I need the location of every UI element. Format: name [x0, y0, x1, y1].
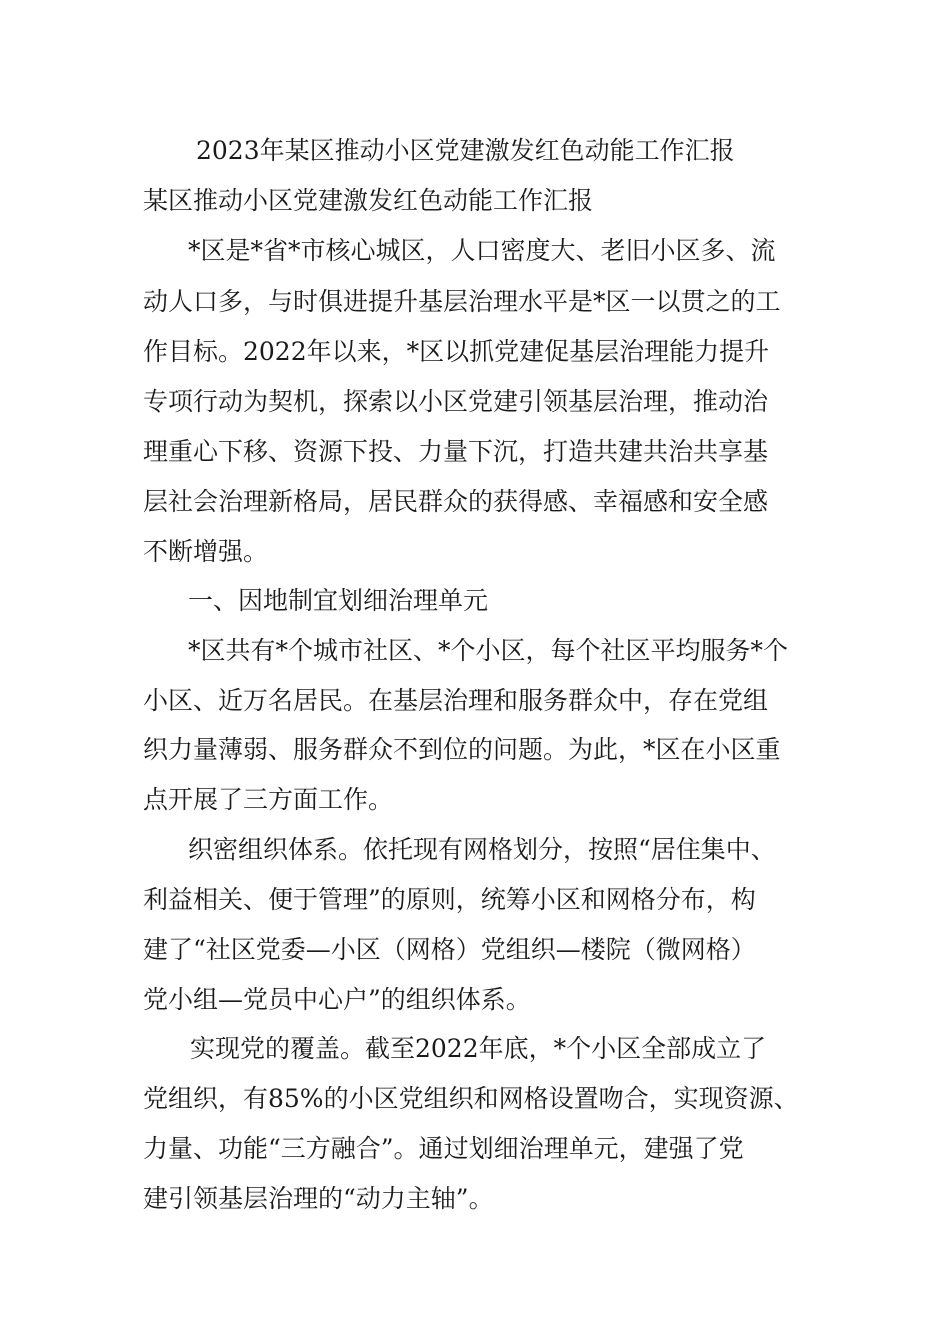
paragraph-line: 建了“社区党委—小区（网格）党组织—楼院（微网格）	[143, 935, 756, 964]
paragraph-line: 动人口多，与时俱进提升基层治理水平是*区一以贯之的工	[143, 287, 781, 316]
paragraph-line: 专项行动为契机，探索以小区党建引领基层治理，推动治	[143, 387, 769, 416]
paragraph-line: 力量、功能“三方融合”。通过划细治理单元，建强了党	[143, 1134, 744, 1163]
document-subtitle: 某区推动小区党建激发红色动能工作汇报	[143, 186, 594, 215]
paragraph-line: 作目标。2022年以来，*区以抓党建促基层治理能力提升	[143, 337, 770, 366]
paragraph-line: 织力量薄弱、服务群众不到位的问题。为此，*区在小区重	[143, 735, 781, 764]
paragraph-line: 党小组—党员中心户”的组织体系。	[143, 985, 531, 1014]
paragraph-line: *区是*省*市核心城区，人口密度大、老旧小区多、流	[188, 236, 776, 265]
paragraph-line: 建引领基层治理的“动力主轴”。	[143, 1184, 494, 1213]
paragraph-line: 党组织，有85%的小区党组织和网格设置吻合，实现资源、	[143, 1084, 799, 1113]
paragraph-line: 不断增强。	[143, 537, 269, 566]
paragraph-line: *区共有*个城市社区、*个小区，每个社区平均服务*个	[188, 636, 789, 665]
paragraph-line: 点开展了三方面工作。	[143, 785, 394, 814]
paragraph-line: 层社会治理新格局，居民群众的获得感、幸福感和安全感	[143, 487, 769, 516]
paragraph-line: 利益相关、便于管理”的原则，统筹小区和网格分布，构	[143, 885, 756, 914]
paragraph-line: 织密组织体系。依托现有网格划分，按照“居住集中、	[188, 835, 776, 864]
paragraph-line: 理重心下移、资源下投、力量下沉，打造共建共治共享基	[143, 437, 769, 466]
paragraph-line: 小区、近万名居民。在基层治理和服务群众中，存在党组	[143, 686, 769, 715]
document-title: 2023年某区推动小区党建激发红色动能工作汇报	[196, 136, 735, 165]
section-heading: 一、因地制宜划细治理单元	[188, 586, 489, 615]
paragraph-line: 实现党的覆盖。截至2022年底，*个小区全部成立了	[190, 1034, 767, 1063]
